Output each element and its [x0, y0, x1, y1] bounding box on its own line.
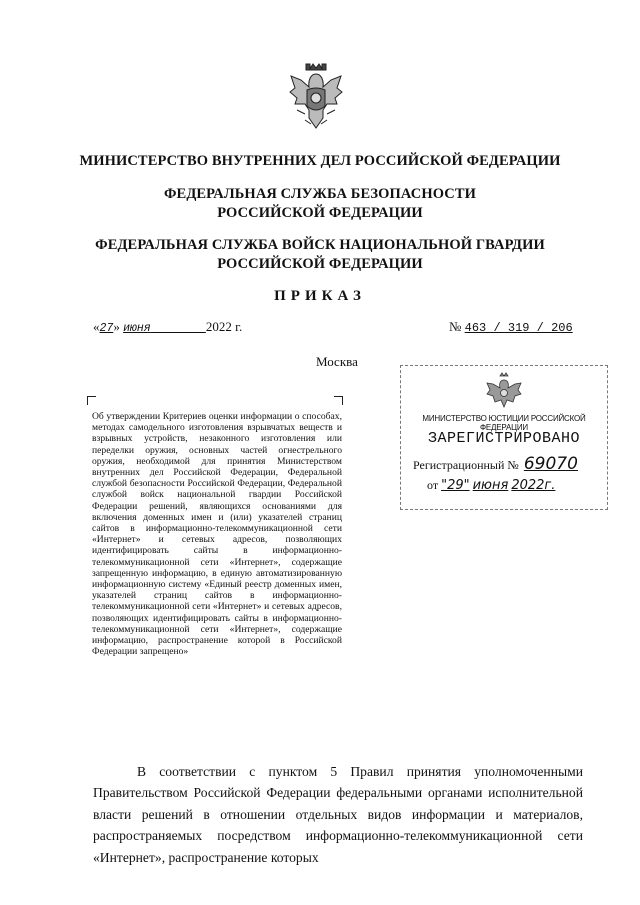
ministry-heading: МИНИСТЕРСТВО ВНУТРЕННИХ ДЕЛ РОССИЙСКОЙ ФЕДЕРАЦИИ	[79, 153, 561, 169]
date-month: июня	[123, 322, 151, 335]
stamp-date-year: 2022г.	[511, 478, 556, 493]
order-number-value: 463 / 319 / 206	[464, 321, 573, 335]
order-number-prefix: №	[449, 319, 462, 334]
body-paragraph: В соответствии с пунктом 5 Правил принятия уполномоченными Правительством Российской Федерации федеральными органами исполнительной власти решений в отношении отдельных видов информации и материалов, распространяемых посредством информационно-телекоммуникационной сети «Интернет», распространение которых	[93, 764, 583, 865]
stamp-reg-value: 69070	[523, 454, 578, 474]
coat-of-arms-icon	[287, 60, 345, 132]
city: Москва	[316, 354, 358, 369]
stamp-registered: ЗАРЕГИСТРИРОВАНО	[427, 430, 581, 447]
date-month-underline	[151, 322, 206, 335]
fsb-heading	[0, 185, 640, 223]
stamp-reg-label: Регистрационный №	[413, 458, 519, 472]
date-open-quote: «	[93, 319, 100, 334]
fsb-heading-line1: ФЕДЕРАЛЬНАЯ СЛУЖБА БЕЗОПАСНОСТИ	[164, 186, 476, 202]
fsb-heading-line2: РОССИЙСКОЙ ФЕДЕРАЦИИ	[217, 205, 423, 221]
stamp-date-month: июня	[472, 478, 509, 493]
rosgvardia-heading-line1: ФЕДЕРАЛЬНАЯ СЛУЖБА ВОЙСК НАЦИОНАЛЬНОЙ ГВАРДИИ	[95, 237, 545, 253]
date-close-quote: »	[113, 319, 120, 334]
title-bracket-left	[87, 396, 96, 405]
order-title: Об утверждении Критериев оценки информации о способах, методах самодельного изготовления взрывчатых веществ и взрывных устройств, незаконного изготовления или переделки оружия, основных частей огнестрельного оружия, необходимой для принятия Министерством внутренних дел Российской Федерации, Федеральной службой безопасности Российской Федерации, Федеральной службой войск национальной гвардии Российской Федерации решений, являющихся основаниями для включения доменных имен и (или) указателей страниц сайтов в информационно-телекоммуникационной сети «Интернет» и сетевых адресов, позволяющих идентифицировать сайты в информационно-телекоммуникационной сети «Интернет», содержащие запрещенную информацию, в единую автоматизированную информационную систему «Единый реестр доменных имен, указателей страниц сайтов в информационно-телекоммуникационной сети «Интернет» и сетевых адресов, позволяющих идентифицировать сайты в информационно-телекоммуникационной сети «Интернет», содержащие информацию, распространение которой в Российской Федерации запрещено»	[92, 411, 342, 658]
rosgvardia-heading-line2: РОССИЙСКОЙ ФЕДЕРАЦИИ	[217, 256, 423, 272]
stamp-date	[427, 478, 555, 493]
order-date	[93, 319, 242, 335]
stamp-date-day: "29"	[441, 478, 470, 493]
registration-stamp	[400, 365, 608, 510]
document-type: ПРИКАЗ	[274, 288, 366, 304]
date-day: 27	[99, 322, 114, 335]
title-bracket-right	[334, 396, 343, 405]
date-year: 2022 г.	[205, 319, 243, 334]
stamp-date-prefix: от	[427, 478, 439, 492]
order-number	[449, 319, 573, 335]
stamp-reg-number	[413, 454, 578, 474]
coat-of-arms-icon	[485, 372, 523, 408]
rosgvardia-heading	[0, 236, 640, 274]
stamp-ministry: МИНИСТЕРСТВО ЮСТИЦИИ РОССИЙСКОЙ ФЕДЕРАЦИИ	[422, 414, 586, 432]
